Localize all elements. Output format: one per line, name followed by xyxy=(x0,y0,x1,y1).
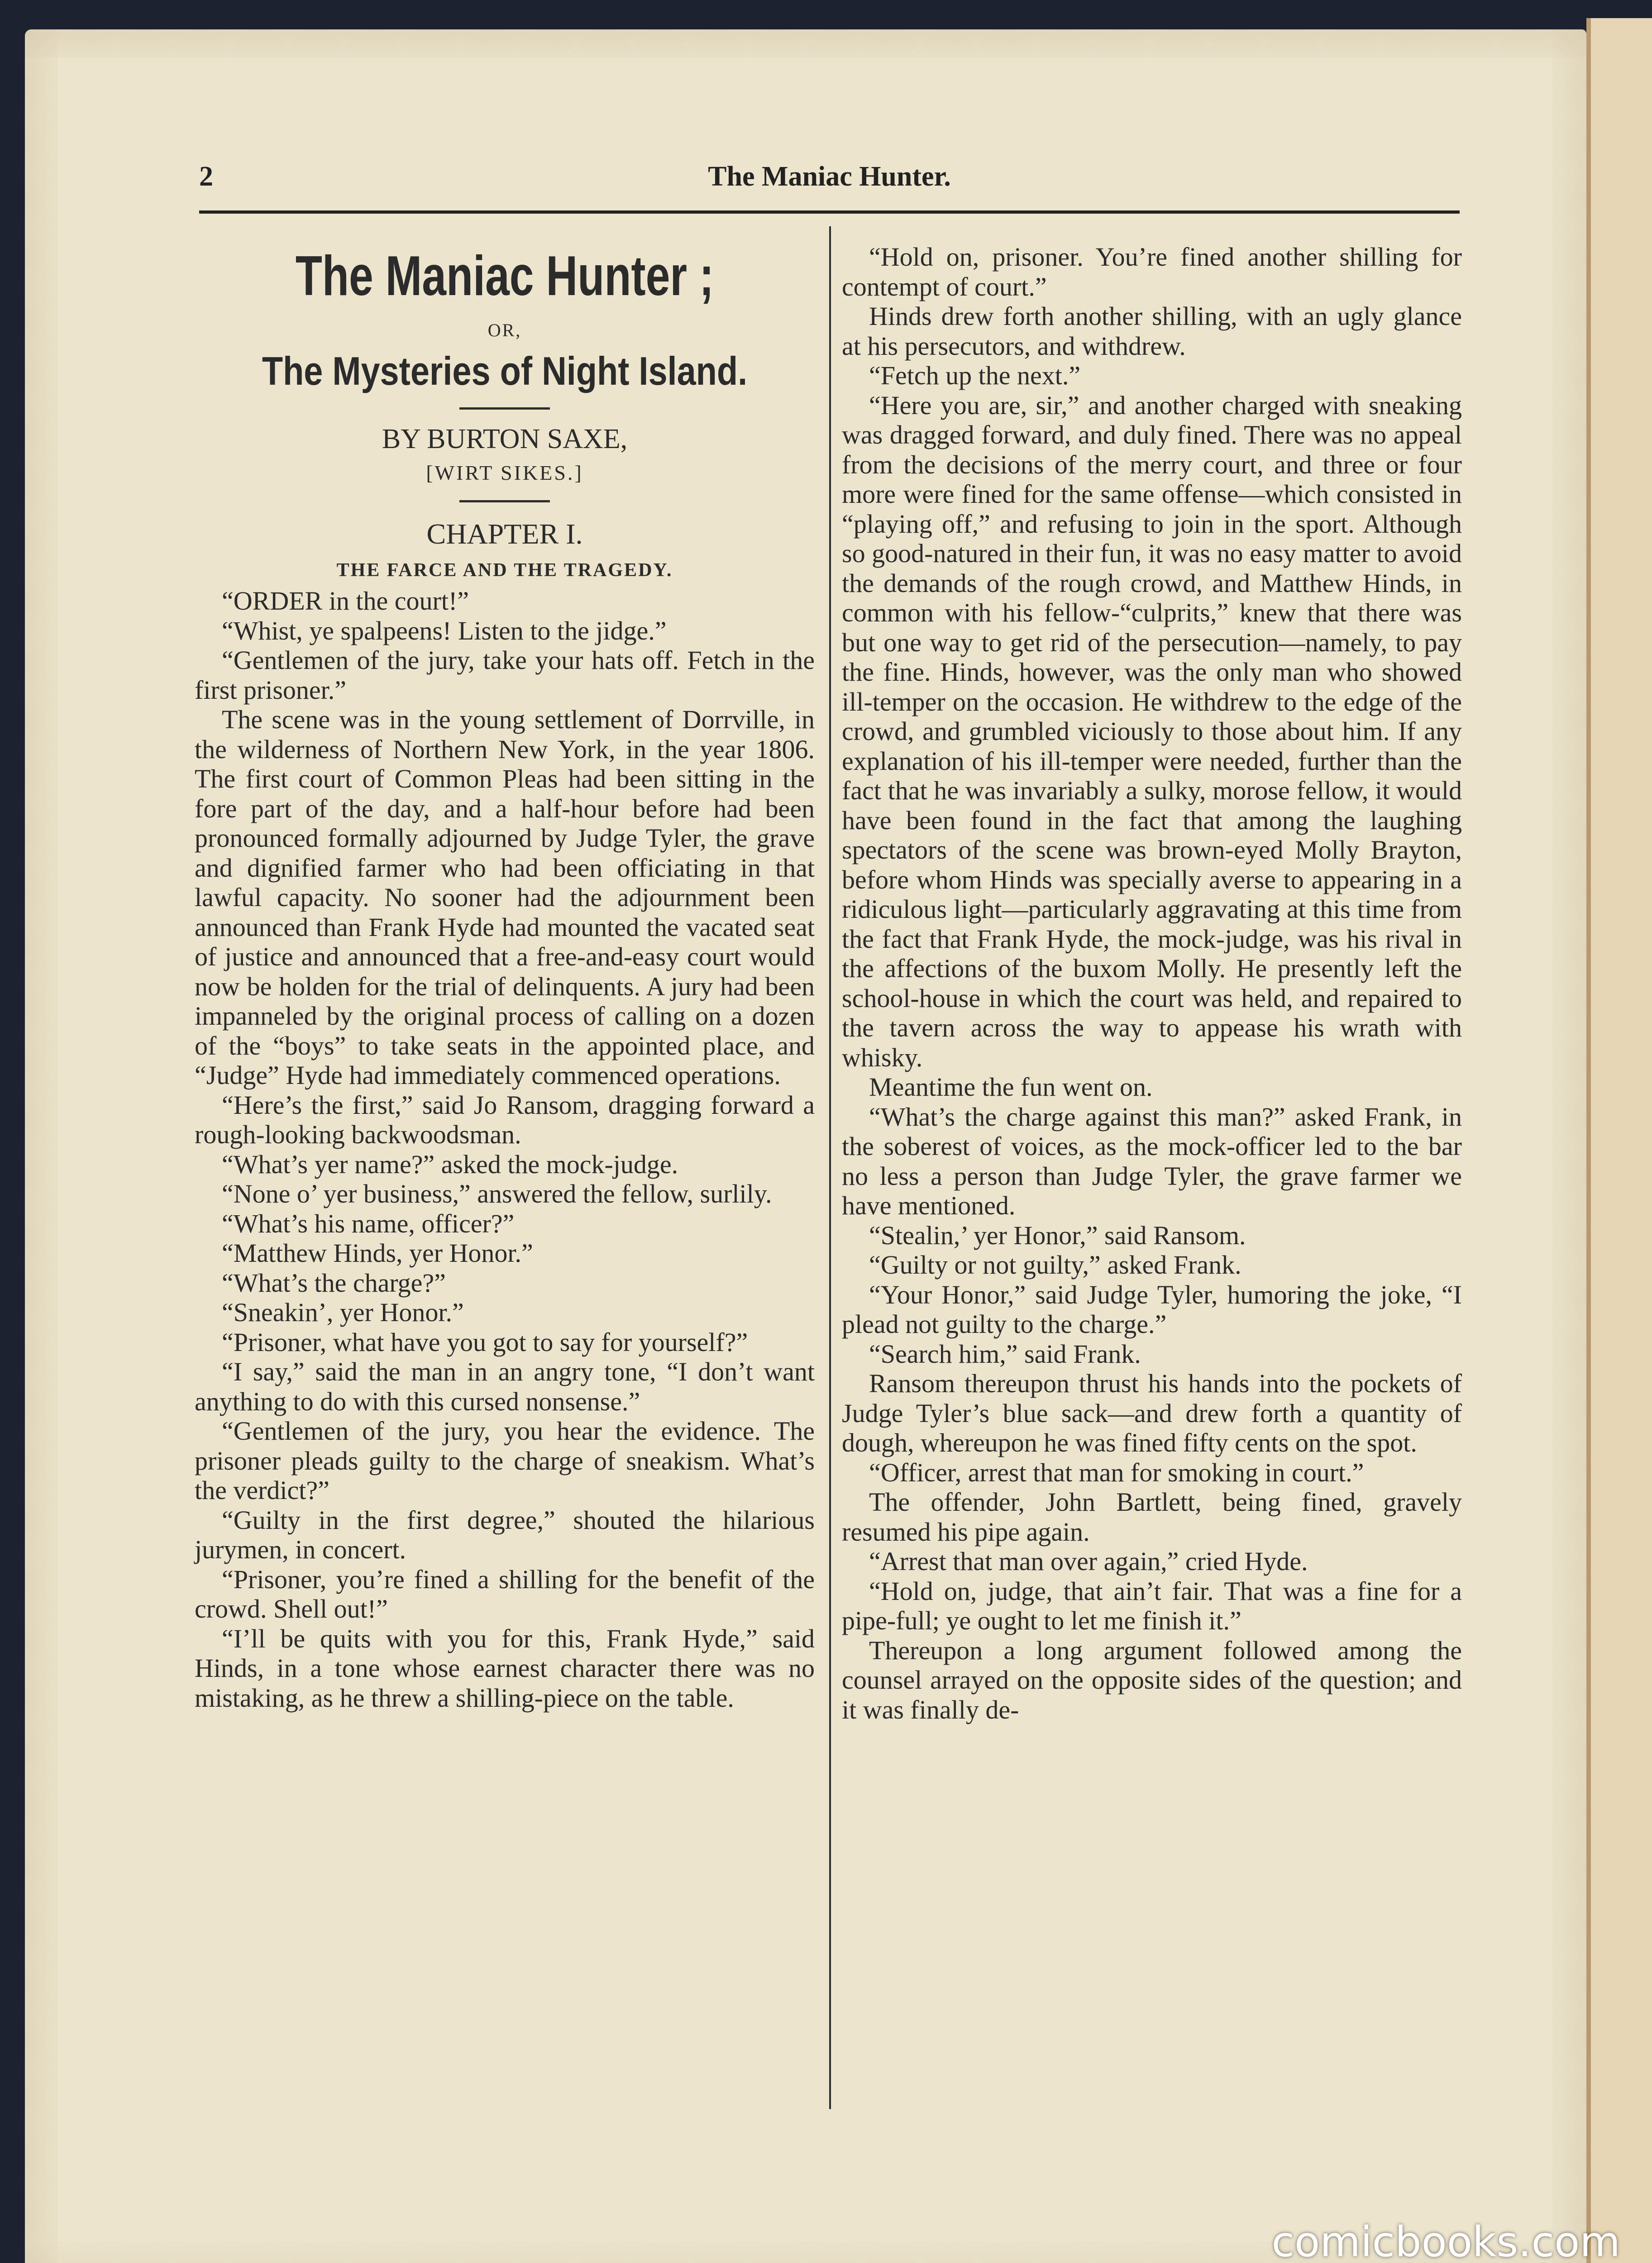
paragraph: “What’s yer name?” asked the mock-judge. xyxy=(222,1149,678,1179)
paragraph: “ORDER in the court!” xyxy=(222,586,469,616)
paragraph: “Matthew Hinds, yer Honor.” xyxy=(222,1238,533,1268)
paragraph: “Stealin,’ yer Honor,” said Ransom. xyxy=(869,1220,1246,1250)
running-header xyxy=(199,161,1460,214)
paragraph: “Hold on, judge, that ain’t fair. That was a fine for a pipe-full; ye ought to let me finish it.” xyxy=(842,1576,1462,1635)
paragraph: The scene was in the young settlement of Dorrville, in the wilderness of Northern New York, in the year 1806. The first court of Common Pleas had been sitting in the fore part of the day, and a half-hour before had been pronounced formally adjourned by Judge Tyler, the grave and dignified farmer who had been officiating in that lawful capacity. No sooner had the adjournment been announced than Frank Hyde had mounted the vacated seat of justice and announced that a free-and-easy court would now be holden for the trial of delinquents. A jury had been impanneled by the original process of calling on a dozen of the “boys” to take seats in the appointed place, and “Judge” Hyde had immediately commenced operations. xyxy=(195,705,815,1090)
running-title: The Maniac Hunter. xyxy=(708,161,951,192)
paragraph: Hinds drew forth another shilling, with an ugly glance at his persecutors, and withdrew. xyxy=(842,301,1462,361)
author-credit: [WIRT SIKES.] xyxy=(426,461,583,484)
paragraph: “Gentlemen of the jury, take your hats off. Fetch in the first prisoner.” xyxy=(195,645,815,705)
paragraph: “What’s the charge?” xyxy=(222,1268,446,1298)
site-watermark: comicbooks.com xyxy=(1271,2218,1620,2263)
paragraph: “Guilty or not guilty,” asked Frank. xyxy=(869,1250,1241,1280)
chapter-rule xyxy=(459,500,550,502)
chapter-title: THE FARCE AND THE TRAGEDY. xyxy=(336,560,673,581)
story-title: The Maniac Hunter ; xyxy=(295,245,714,307)
paragraph: “What’s the charge against this man?” asked Frank, in the soberest of voices, as the mock-officer led to the bar no less a person than Judge Tyler, the grave farmer we have mentioned. xyxy=(842,1102,1462,1220)
paragraph: “Prisoner, what have you got to say for yourself?” xyxy=(222,1327,748,1357)
title-or: OR, xyxy=(487,320,522,340)
paragraph: “Your Honor,” said Judge Tyler, humoring the joke, “I plead not guilty to the charge.” xyxy=(842,1280,1462,1339)
right-column-body xyxy=(842,242,1462,1724)
paragraph: Ransom thereupon thrust his hands into the pockets of Judge Tyler’s blue sack—and drew forth a quantity of dough, whereupon he was fined fifty cents on the spot. xyxy=(842,1369,1462,1457)
paragraph: “Here you are, sir,” and another charged with sneaking was dragged forward, and duly fined. There was no appeal from the decisions of the merry court, and three or four more were fined for the same offense—which consisted in “playing off,” and refusing to join in the sport. Although so good-natured in their fun, it was no easy matter to avoid the demands of the rough crowd, and Matthew Hinds, in common with his fellow-“culprits,” knew that there was but one way to get rid of the persecution—namely, to pay the fine. Hinds, however, was the only man who showed ill-temper on the occasion. He withdrew to the edge of the crowd, and grumbled viciously to those about him. If any explanation of his ill-temper were needed, further than the fact that he was invariably a sulky, morose fellow, it would have been found in the fact that among the laughing spectators of the scene was brown-eyed Molly Brayton, before whom Hinds was specially averse to appearing in a ridiculous light—particularly aggravating at this time from the fact that Frank Hyde, the mock-judge, was his rival in the affections of the buxom Molly. He presently left the school-house in which the court was held, and repaired to the tavern across the way to appease his wrath with whisky. xyxy=(842,390,1462,1072)
paragraph: “Search him,” said Frank. xyxy=(869,1339,1141,1369)
paragraph: The offender, John Bartlett, being fined, gravely resumed his pipe again. xyxy=(842,1487,1462,1547)
paragraph: Meantime the fun went on. xyxy=(869,1072,1153,1102)
byline: BY BURTON SAXE, xyxy=(382,424,628,454)
left-column xyxy=(195,242,815,1713)
paragraph: “Gentlemen of the jury, you hear the evidence. The prisoner pleads guilty to the charge of sneakism. What’s the verdict?” xyxy=(195,1416,815,1505)
paragraph: “Here’s the first,” said Jo Ransom, dragging forward a rough-looking backwoodsman. xyxy=(195,1090,815,1149)
paragraph: “Whist, ye spalpeens! Listen to the jidge.” xyxy=(222,616,667,645)
paragraph: “Prisoner, you’re fined a shilling for the benefit of the crowd. Shell out!” xyxy=(195,1564,815,1623)
left-column-body xyxy=(195,586,815,1713)
paragraph: “Arrest that man over again,” cried Hyde. xyxy=(869,1547,1308,1576)
paragraph: Thereupon a long argument followed among the counsel arrayed on the opposite sides of the question; and it was finally de- xyxy=(842,1635,1462,1724)
paragraph: “I say,” said the man in an angry tone, “I don’t want anything to do with this cursed nonsense.” xyxy=(195,1357,815,1416)
title-rule xyxy=(459,407,550,410)
paragraph: “What’s his name, officer?” xyxy=(222,1208,515,1238)
paragraph: “I’ll be quits with you for this, Frank Hyde,” said Hinds, in a tone whose earnest character there was no mistaking, as he threw a shilling-piece on the table. xyxy=(195,1623,815,1713)
paragraph: “Guilty in the first degree,” shouted the hilarious jurymen, in concert. xyxy=(195,1505,815,1564)
right-column xyxy=(842,242,1462,1724)
story-subtitle: The Mysteries of Night Island. xyxy=(262,349,748,393)
chapter-heading: CHAPTER I. xyxy=(426,518,583,550)
paragraph: “Hold on, prisoner. You’re fined another shilling for contempt of court.” xyxy=(842,242,1462,301)
facing-page-edge xyxy=(1586,18,1652,2263)
paragraph: “Officer, arrest that man for smoking in court.” xyxy=(869,1457,1364,1487)
page-number: 2 xyxy=(199,161,213,192)
column-divider xyxy=(829,226,831,2109)
paragraph: “Sneakin’, yer Honor.” xyxy=(222,1298,464,1327)
paragraph: “Fetch up the next.” xyxy=(869,361,1081,390)
paragraph: “None o’ yer business,” answered the fellow, surlily. xyxy=(222,1179,772,1208)
